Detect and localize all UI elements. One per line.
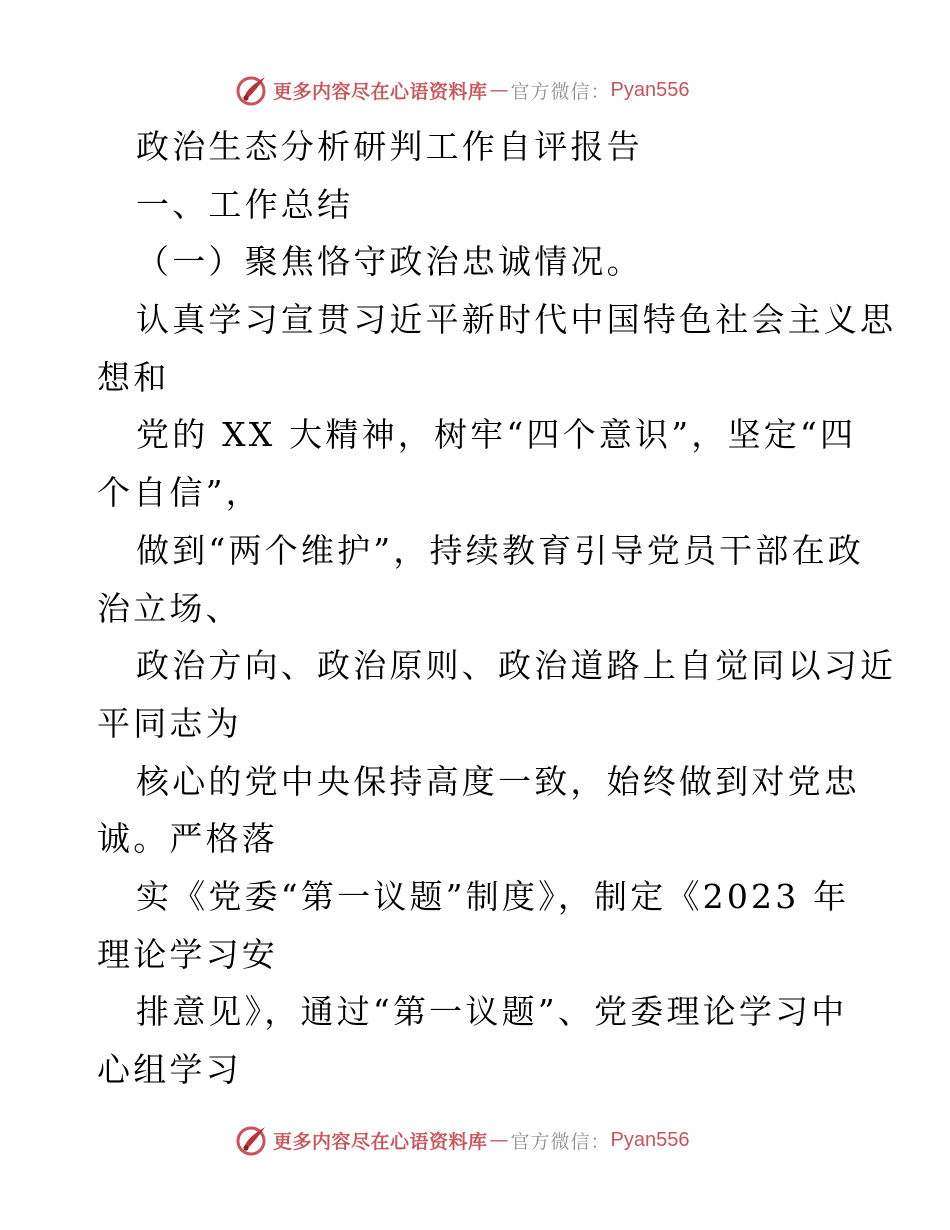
watermark-wechat-id: Pyan556 [610, 78, 690, 101]
text-line: 做到“两个维护”，持续教育引导党员干部在政 [136, 530, 864, 570]
watermark-dash: — [489, 1129, 509, 1151]
brush-logo-icon [235, 73, 269, 107]
text-line: 核心的党中央保持高度一致，始终做到对党忠 [136, 761, 860, 801]
watermark-dash: — [489, 79, 509, 101]
text-line: 政治方向、政治原则、政治道路上自觉同以习近 [136, 646, 897, 686]
watermark-wechat-id: Pyan556 [610, 1128, 690, 1151]
text-line: 实《党委“第一议题”制度》，制定《2023 年 [136, 876, 850, 916]
text-line: 认真学习宣贯习近平新时代中国特色社会主义思 [136, 300, 897, 340]
text-line: 平同志为 [97, 703, 242, 743]
watermark-label: 官方微信： [510, 80, 611, 103]
text-line: 党的 XX 大精神，树牢“四个意识”，坚定“四 [136, 415, 857, 455]
text-line: 治立场、 [97, 588, 242, 628]
watermark-site-text: 更多内容尽在心语资料库 [273, 1130, 488, 1153]
watermark-banner-top [235, 72, 690, 108]
document-title: 政治生态分析研判工作自评报告 [136, 127, 643, 166]
text-line: 一、工作总结 [136, 184, 354, 224]
watermark-label: 官方微信： [510, 1130, 611, 1153]
text-line: 想和 [97, 357, 170, 397]
text-line: （一）聚焦恪守政治忠诚情况。 [136, 242, 643, 282]
text-line: 理论学习安 [97, 934, 278, 974]
text-line: 诚。严格落 [97, 819, 278, 859]
text-line: 心组学习 [97, 1050, 242, 1089]
text-line: 个自信”， [97, 473, 262, 513]
watermark-site-text: 更多内容尽在心语资料库 [273, 80, 488, 103]
text-line: 排意见》，通过“第一议题”、党委理论学习中 [136, 992, 848, 1032]
watermark-banner-bottom [235, 1122, 690, 1158]
brush-logo-icon [235, 1123, 269, 1157]
document-body [97, 118, 897, 1099]
